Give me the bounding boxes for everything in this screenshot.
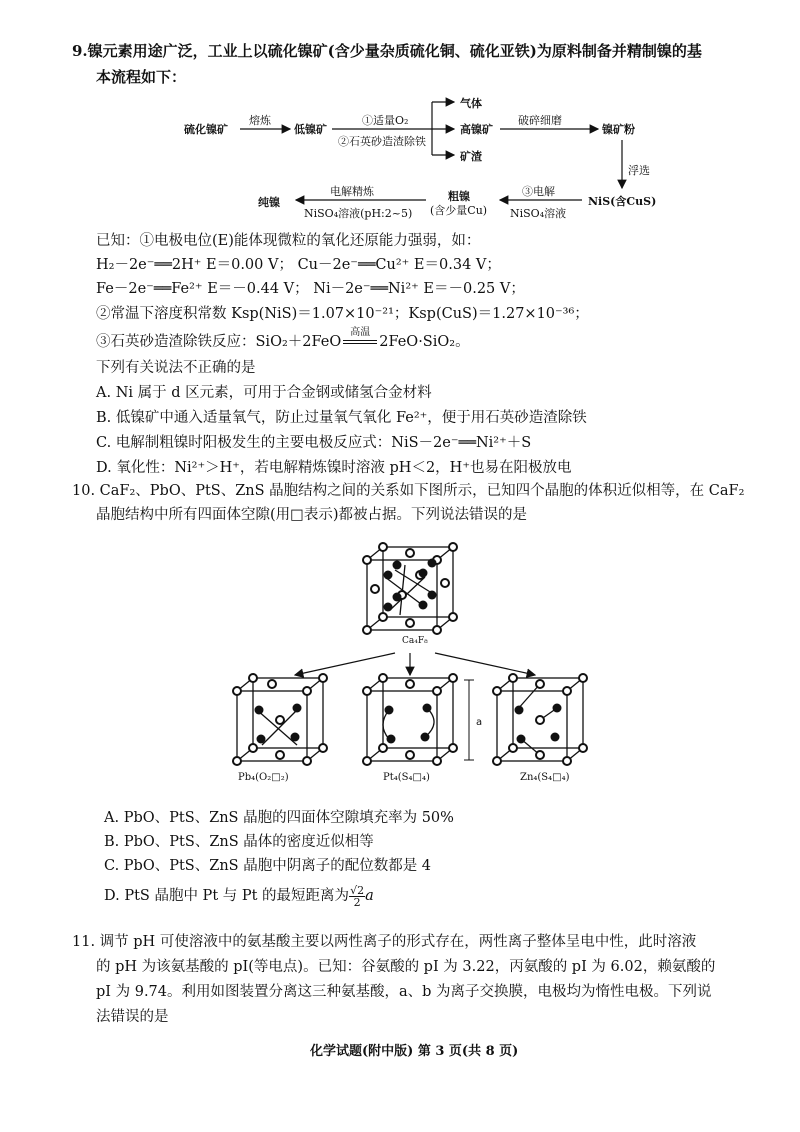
node-low-ni-matte: 低镍矿 xyxy=(294,123,327,136)
step-flotation: 浮选 xyxy=(628,164,650,177)
page-footer: 化学试题(附中版) 第 3 页(共 8 页) xyxy=(310,1044,519,1059)
step-smelt: 熔炼 xyxy=(249,114,271,127)
step-electrolysis: ③电解 xyxy=(522,185,555,198)
q9-prompt: 下列有关说法不正确的是 xyxy=(96,360,256,376)
step-quartz: ②石英砂造渣除铁 xyxy=(338,135,426,148)
reaction-condition-label: 高温 xyxy=(350,327,371,338)
edge-length-marker xyxy=(464,680,474,760)
caf2-f-ions xyxy=(384,559,437,612)
q11-stem-line4: 法错误的是 xyxy=(96,1009,169,1025)
node-gas: 气体 xyxy=(460,97,482,110)
q10-stem-line2: 晶胞结构中所有四面体空隙(用□表示)都被占据。下列说法错误的是 xyxy=(96,507,528,523)
q9-slag-reaction xyxy=(96,327,470,351)
label-pbo: Pb₄(O₂□₂) xyxy=(238,772,289,783)
reaction-condition xyxy=(341,327,379,350)
node-nickel-sulfide-ore: 硫化镍矿 xyxy=(184,123,228,136)
arrow-to-zns xyxy=(435,653,535,675)
q10-stem-line1: 10. CaF₂、PbO、PtS、ZnS 晶胞结构之间的关系如下图所示，已知四个晶胞的体积近似相等，在 CaF₂ xyxy=(72,483,745,499)
step-grind: 破碎细磨 xyxy=(518,114,562,127)
label-caf2: Ca₄F₈ xyxy=(402,636,428,646)
caf2-atoms xyxy=(363,543,457,634)
q10-option-b[interactable]: B. PbO、PtS、ZnS 晶体的密度近似相等 xyxy=(104,834,374,850)
step-refine: 电解精炼 xyxy=(330,185,374,198)
edge-label: a xyxy=(476,717,483,728)
fraction-numerator: √2 xyxy=(350,883,365,897)
label-pts: Pt₄(S₄□₄) xyxy=(383,772,430,783)
pts-cell xyxy=(363,674,457,765)
step-oxygen: ①适量O₂ xyxy=(362,114,409,127)
q9-option-a[interactable]: A. Ni 属于 d 区元素，可用于合金钢或储氢合金材料 xyxy=(96,385,432,401)
node-pure-ni: 纯镍 xyxy=(258,196,280,209)
pbo-cell xyxy=(233,674,327,765)
step-refine-solution: NiSO₄溶液(pH:2~5) xyxy=(304,207,413,220)
q10-option-a[interactable]: A. PbO、PtS、ZnS 晶胞的四面体空隙填充率为 50% xyxy=(104,810,454,826)
q9-stem-line2: 本流程如下： xyxy=(96,68,187,86)
q11-stem-line3: pI 为 9.74。利用如图装置分离这三种氨基酸，a、b 为离子交换膜，电极均为惰性电极。下列说 xyxy=(96,984,712,1000)
crystal-cells-figure xyxy=(225,535,595,795)
q9-option-c[interactable]: C. 电解制粗镍时阳极发生的主要电极反应式：NiS－2e⁻══Ni²⁺＋S xyxy=(96,435,532,451)
q11-stem-line1: 11. 调节 pH 可使溶液中的氨基酸主要以两性离子的形式存在，两性离子整体呈电中性，此时溶液 xyxy=(72,934,697,950)
q9-eq1: H₂－2e⁻══2H⁺ E＝0.00 V； Cu－2e⁻══Cu²⁺ E＝0.34 V； xyxy=(96,257,501,273)
q9-option-d[interactable]: D. 氧化性：Ni²⁺＞H⁺，若电解精炼镍时溶液 pH＜2，H⁺也易在阳极放电 xyxy=(96,460,572,476)
zns-cell xyxy=(493,674,587,765)
q10-option-d[interactable] xyxy=(104,884,374,908)
q9-eq2: Fe－2e⁻══Fe²⁺ E＝－0.44 V； Ni－2e⁻══Ni²⁺ E＝－0.25 V； xyxy=(96,281,525,297)
label-zns: Zn₄(S₄□₄) xyxy=(520,772,570,783)
q9-ksp: ②常温下溶度积常数 Ksp(NiS)＝1.07×10⁻²¹；Ksp(CuS)＝1.27×10⁻³⁶； xyxy=(96,306,589,322)
q9-option-b[interactable]: B. 低镍矿中通入适量氧气，防止过量氧气氧化 Fe²⁺，便于用石英砂造渣除铁 xyxy=(96,410,587,426)
node-crude-ni-note: (含少量Cu) xyxy=(430,204,488,217)
q11-stem-line2: 的 pH 为该氨基酸的 pI(等电点)。已知：谷氨酸的 pI 为 3.22，丙氨酸的 pI 为 6.02，赖氨酸的 xyxy=(96,959,716,975)
q9-known-intro: 已知：①电极电位(E)能体现微粒的氧化还原能力强弱，如： xyxy=(96,233,481,249)
fraction xyxy=(349,885,365,908)
arrow-to-pbo xyxy=(295,653,395,675)
node-nis: NiS(含CuS) xyxy=(588,195,657,208)
node-ore-powder: 镍矿粉 xyxy=(602,123,635,136)
node-slag: 矿渣 xyxy=(460,150,482,163)
q9-stem-line1: 9.镍元素用途广泛，工业上以硫化镍矿(含少量杂质硫化铜、硫化亚铁)为原料制备并精制镍的基 xyxy=(72,42,702,60)
node-high-ni-matte: 高镍矿 xyxy=(460,123,493,136)
step-electrolysis-solution: NiSO₄溶液 xyxy=(510,207,567,220)
slag-reaction-left: ③石英砂造渣除铁反应：SiO₂＋2FeO xyxy=(96,334,342,350)
q10-option-c[interactable]: C. PbO、PtS、ZnS 晶胞中阴离子的配位数都是 4 xyxy=(104,858,432,874)
q10-option-d-unit: a xyxy=(365,888,374,904)
fraction-denominator: 2 xyxy=(353,895,361,909)
slag-reaction-right: 2FeO·SiO₂。 xyxy=(379,334,470,350)
node-crude-ni: 粗镍 xyxy=(448,190,470,203)
q10-option-d-text: D. PtS 晶胞中 Pt 与 Pt 的最短距离为 xyxy=(104,888,350,904)
flowchart-arrows xyxy=(0,90,800,220)
